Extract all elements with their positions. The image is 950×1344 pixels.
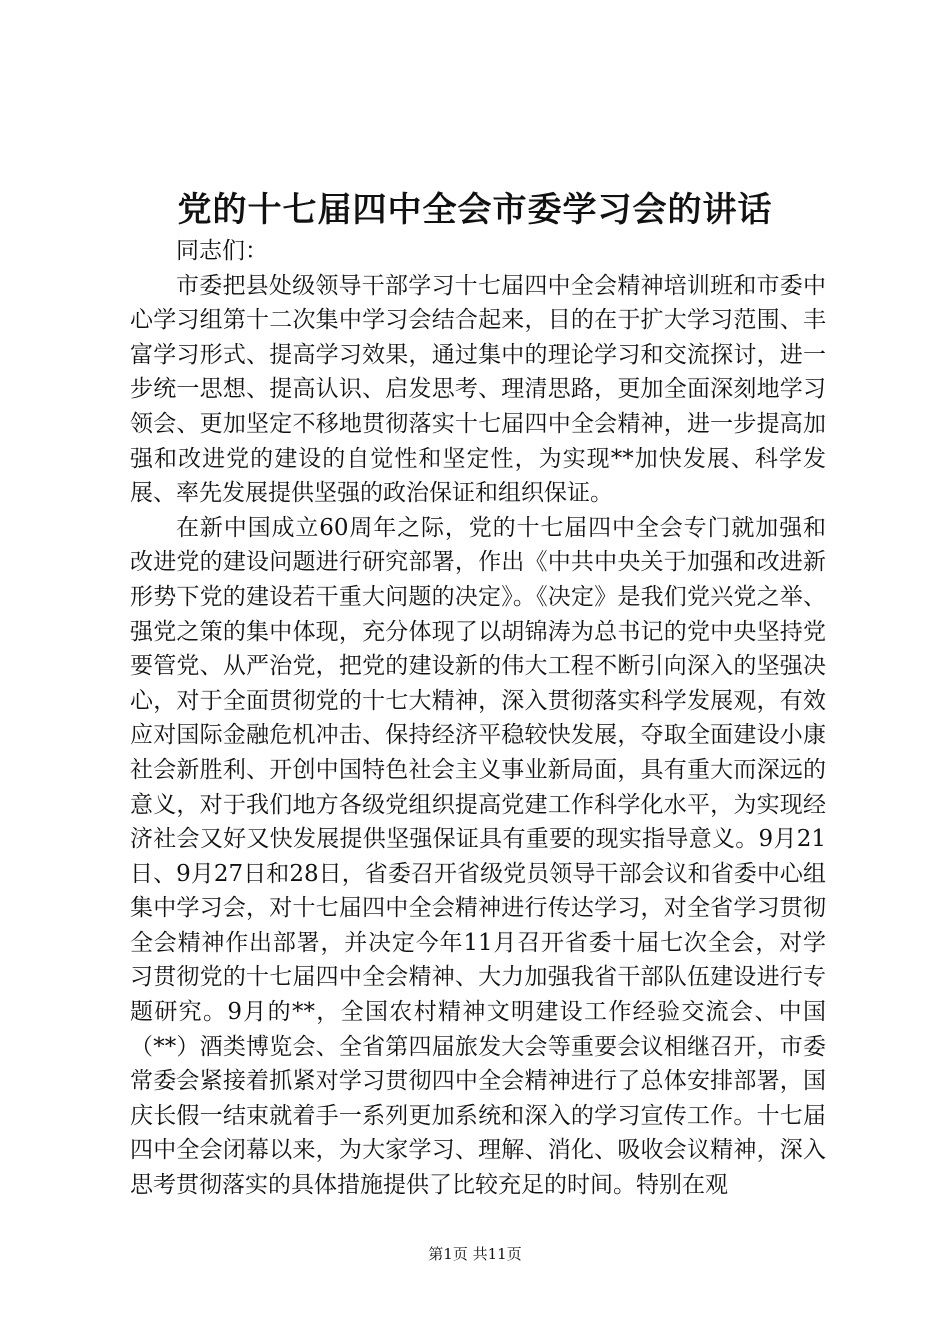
salutation-paragraph: 同志们： (176, 238, 268, 264)
body-paragraph: 在新中国成立60周年之际，党的十七届四中全会专门就加强和改进党的建设问题进行研究部署，作出《中共中央关于加强和改进新形势下党的建设若干重大问题的决定》。《决定》是我们党兴党之举、强党之策的集中体现，充分体现了以胡锦涛为总书记的党中央坚持党要管党、从严治党，把党的建设新的伟大工程不断引向深入的坚强决心，对于全面贯彻党的十七大精神，深入贯彻落实科学发展观，有效应对国际金融危机冲击、保持经济平稳较快发展，夺取全面建设小康社会新胜利、开创中国特色社会主义事业新局面，具有重大而深远的意义，对于我们地方各级党组织提高党建工作科学化水平，为实现经济社会又好又快发展提供坚强保证具有重要的现实指导意义。9月21日、9月27日和28日，省委召开省级党员领导干部会议和省委中心组集中学习会，对十七届四中全会精神进行传达学习，对全省学习贯彻全会精神作出部署，并决定今年11月召开省委十届七次全会，对学习贯彻党的十七届四中全会精神、大力加强我省干部队伍建设进行专题研究。9月的**，全国农村精神文明建设工作经验交流会、中国（**）酒类博览会、全省第四届旅发大会等重要会议相继召开，市委常委会紧接着抓紧对学习贯彻四中全会精神进行了总体安排部署，国庆长假一结束就着手一系列更加系统和深入的学习宣传工作。十七届四中全会闭幕以来，为大家学习、理解、消化、吸收会议精神，深入思考贯彻落实的具体措施提供了比较充足的时间。特别在观 (130, 514, 826, 1199)
page-footer: 第1页 共11页 (428, 1245, 522, 1263)
document-body (130, 234, 826, 1203)
body-paragraph: 市委把县处级领导干部学习十七届四中全会精神培训班和市委中心学习组第十二次集中学习会结合起来，目的在于扩大学习范围、丰富学习形式、提高学习效果，通过集中的理论学习和交流探讨，进一步统一思想、提高认识、启发思考、理清思路，更加全面深刻地学习领会、更加坚定不移地贯彻落实十七届四中全会精神，进一步提高加强和改进党的建设的自觉性和坚定性，为实现**加快发展、科学发展、率先发展提供坚强的政治保证和组织保证。 (130, 272, 826, 507)
document-title: 党的十七届四中全会市委学习会的讲话 (177, 190, 773, 230)
